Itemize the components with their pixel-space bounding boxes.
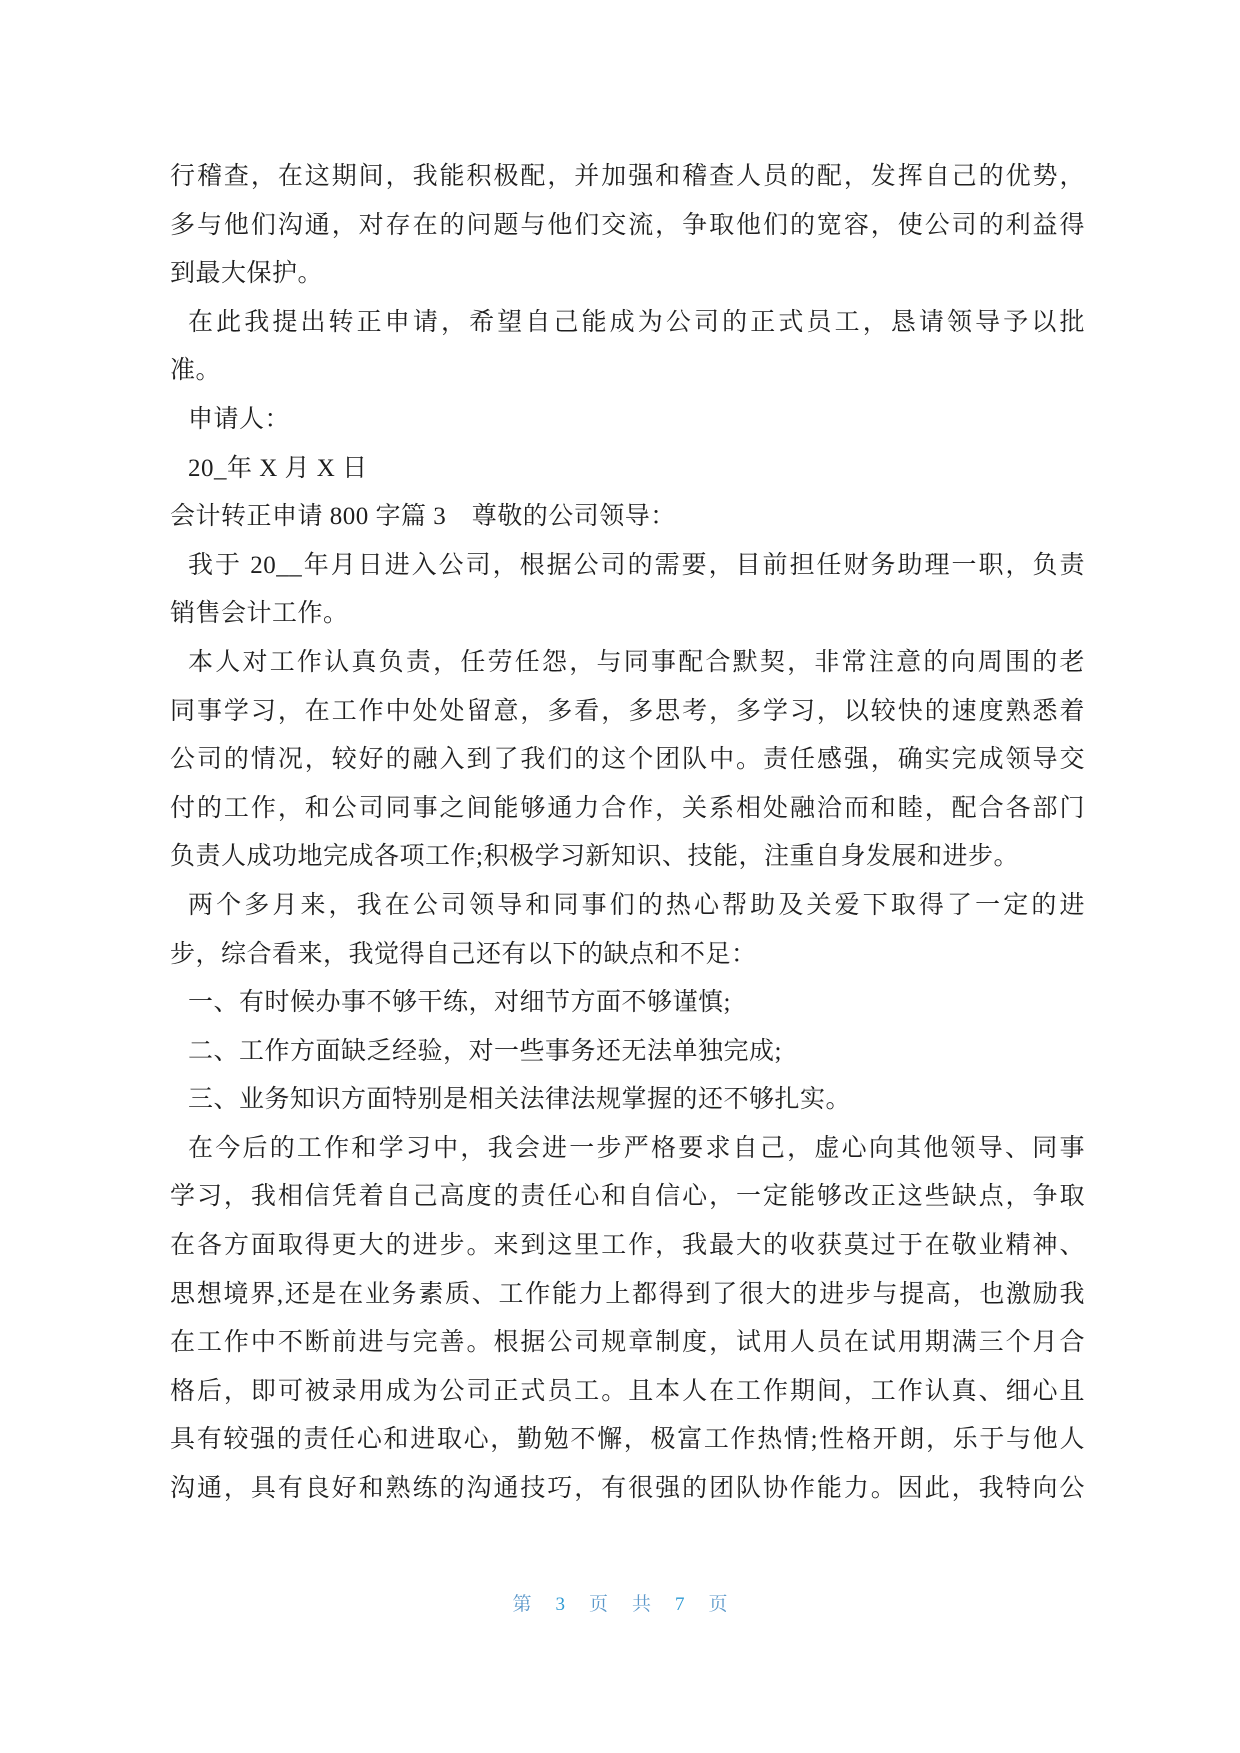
text-line: 两个多月来，我在公司领导和同事们的热心帮助及关爱下取得了一定的进	[188, 891, 1085, 919]
total-page-number: 7	[675, 1594, 685, 1615]
text-line: 学习，我相信凭着自己高度的责任心和自信心，一定能够改正这些缺点，争取	[170, 1183, 1085, 1211]
text-line: 我于 20__年月日进入公司，根据公司的需要，目前担任财务助理一职，负责	[188, 551, 1085, 579]
text-line: 到最大保护。	[170, 260, 324, 288]
text-line: 在各方面取得更大的进步。来到这里工作，我最大的收获莫过于在敬业精神、	[170, 1232, 1085, 1260]
text-line: 准。	[170, 357, 222, 385]
text-line: 行稽查，在这期间，我能积极配，并加强和稽查人员的配，发挥自己的优势，	[170, 163, 1085, 190]
page-indicator-label: 共	[632, 1594, 652, 1615]
text-line: 在工作中不断前进与完善。根据公司规章制度，试用人员在试用期满三个月合	[170, 1329, 1085, 1357]
applicant-signature-line: 申请人：	[188, 405, 291, 433]
text-line: 具有较强的责任心和进取心，勤勉不懈，极富工作热情;性格开朗，乐于与他人	[170, 1426, 1085, 1454]
text-line: 销售会计工作。	[170, 600, 349, 628]
text-line: 在今后的工作和学习中，我会进一步严格要求自己，虚心向其他领导、同事	[188, 1134, 1085, 1162]
page-indicator-label: 页	[588, 1594, 608, 1615]
current-page-number: 3	[555, 1594, 565, 1615]
text-line: 同事学习，在工作中处处留意，多看，多思考，多学习，以较快的速度熟悉着	[170, 697, 1085, 725]
list-item: 三、业务知识方面特别是相关法律法规掌握的还不够扎实。	[188, 1086, 852, 1114]
text-line: 付的工作，和公司同事之间能够通力合作，关系相处融洽而和睦，配合各部门	[170, 794, 1085, 822]
text-line: 格后，即可被录用成为公司正式员工。且本人在工作期间，工作认真、细心且	[170, 1377, 1085, 1405]
page-indicator	[0, 1591, 1240, 1619]
text-line: 多与他们沟通，对存在的问题与他们交流，争取他们的宽容，使公司的利益得	[170, 211, 1085, 239]
text-line: 本人对工作认真负责，任劳任怨，与同事配合默契，非常注意的向周围的老	[188, 648, 1085, 676]
list-item: 一、有时候办事不够干练，对细节方面不够谨慎;	[188, 989, 731, 1017]
text-line: 公司的情况，较好的融入到了我们的这个团队中。责任感强，确实完成领导交	[170, 746, 1085, 774]
page-indicator-label: 第	[512, 1594, 532, 1615]
text-line: 负责人成功地完成各项工作;积极学习新知识、技能，注重自身发展和进步。	[170, 843, 1019, 871]
text-line: 在此我提出转正申请，希望自己能成为公司的正式员工，恳请领导予以批	[188, 308, 1085, 336]
list-item: 二、工作方面缺乏经验，对一些事务还无法单独完成;	[188, 1037, 782, 1065]
text-line: 沟通，具有良好和熟练的沟通技巧，有很强的团队协作能力。因此，我特向公	[170, 1475, 1085, 1503]
section-heading: 会计转正申请 800 字篇 3 尊敬的公司领导：	[170, 503, 676, 531]
date-line: 20_年 X 月 X 日	[188, 454, 368, 482]
text-line: 步，综合看来，我觉得自己还有以下的缺点和不足：	[170, 940, 757, 968]
text-line: 思想境界,还是在业务素质、工作能力上都得到了很大的进步与提高，也激励我	[170, 1280, 1085, 1308]
page-indicator-label: 页	[708, 1594, 728, 1615]
document-body	[170, 153, 1085, 1514]
